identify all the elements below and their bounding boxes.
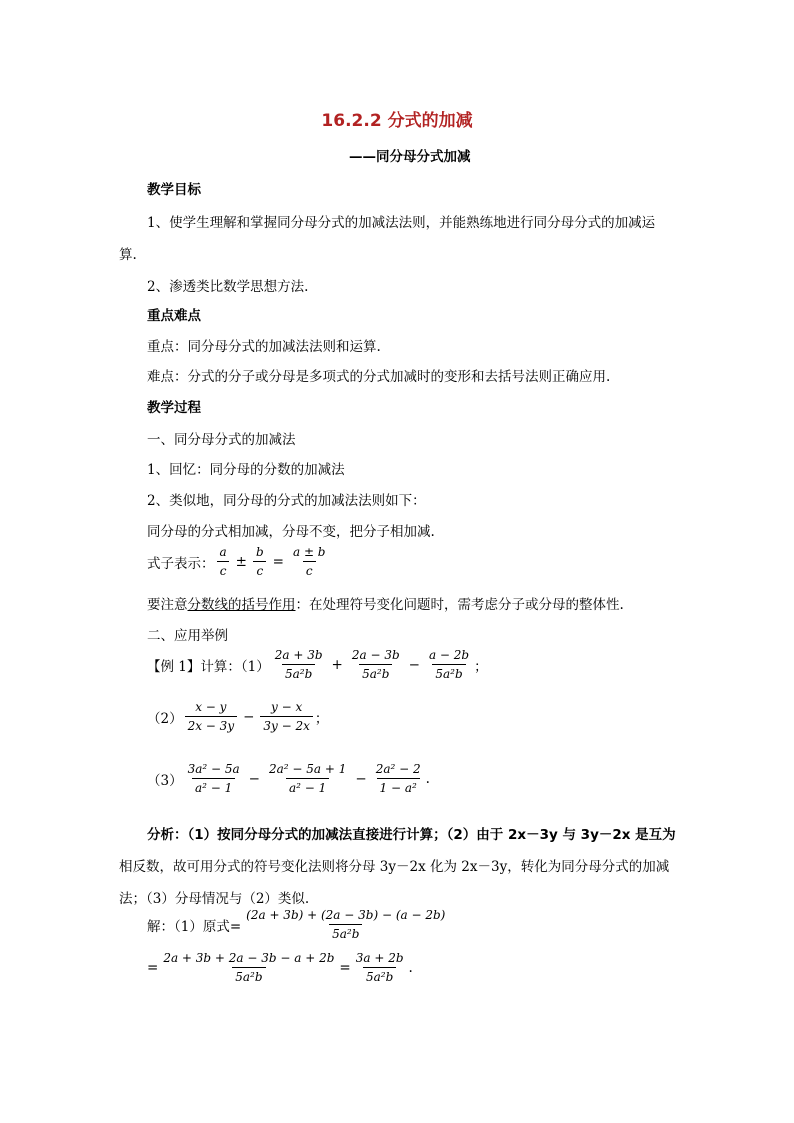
punctuation: .	[425, 770, 430, 787]
analysis-text: 分析：（1）按同分母分式的加减法直接进行计算；（2）由于 2x－3y 与 3y－2x 是互为	[147, 827, 676, 843]
denominator: a² − 1	[286, 778, 329, 795]
operator: −	[243, 708, 255, 725]
punctuation: ；	[474, 658, 488, 675]
operator: =	[339, 959, 351, 976]
example-2-formula	[147, 700, 328, 733]
operator: ±	[235, 553, 247, 570]
analysis-line-2: 相反数，故可用分式的符号变化法则将分母 3y－2x 化为 2x－3y，转化为同分母分式的加减	[119, 859, 670, 875]
numerator: 3a + 2b	[355, 951, 404, 965]
example-1-formula	[147, 648, 488, 681]
denominator: 5a²b	[282, 664, 315, 681]
note-text: ：在处理符号变化问题时，需考虑分子或分母的整体性.	[295, 597, 624, 613]
numerator: (2a + 3b) + (2a − 3b) − (a − 2b)	[246, 908, 446, 922]
denominator: c	[303, 561, 316, 578]
goal-2: 2、渗透类比数学思想方法.	[147, 279, 309, 295]
difficult-point: 难点：分式的分子或分母是多项式的分式加减时的变形和去括号法则正确应用.	[147, 369, 611, 385]
numerator: 3a² − 5a	[187, 762, 240, 776]
fraction	[349, 648, 403, 681]
denominator: 5a²b	[432, 664, 465, 681]
fraction	[266, 762, 349, 795]
heading-process: 教学过程	[147, 400, 201, 416]
fraction	[243, 908, 448, 941]
punctuation: .	[408, 959, 413, 976]
fraction	[185, 762, 243, 795]
numerator: b	[255, 545, 264, 559]
analogy-line: 2、类似地，同分母的分式的加减法法则如下：	[147, 493, 426, 509]
solution-line-2	[147, 951, 413, 984]
note-underlined: 分数线的括号作用	[187, 597, 296, 613]
analysis-line-3: 法；（3）分母情况与（2）类似.	[119, 891, 310, 907]
heading-goals: 教学目标	[147, 182, 201, 198]
document-subtitle: ——同分母分式加减	[349, 149, 471, 165]
numerator: 2a + 3b	[274, 648, 323, 662]
fraction	[217, 545, 230, 578]
denominator: 5a²b	[329, 924, 362, 941]
denominator: 5a²b	[232, 967, 265, 984]
part-2-heading: 二、应用举例	[147, 628, 228, 644]
fraction	[253, 545, 267, 578]
numerator: 2a − 3b	[351, 648, 400, 662]
fraction	[185, 700, 238, 733]
example-3-formula	[147, 762, 430, 795]
fraction	[260, 700, 313, 733]
note-text: 要注意	[147, 597, 188, 613]
fraction	[426, 648, 472, 681]
denominator: 2x − 3y	[185, 716, 238, 733]
numerator: a	[219, 545, 227, 559]
document-title: 16.2.2 分式的加减	[321, 111, 473, 131]
example-label: （3）	[147, 772, 183, 789]
operator: −	[408, 656, 420, 673]
fraction	[272, 648, 326, 681]
part-1-heading: 一、同分母分式的加减法	[147, 432, 296, 448]
solution-line-1	[147, 908, 450, 941]
fraction	[353, 951, 407, 984]
operator: −	[248, 770, 260, 787]
denominator: 5a²b	[359, 664, 392, 681]
note-line	[147, 593, 624, 613]
operator: =	[272, 553, 284, 570]
denominator: c	[217, 561, 230, 578]
goal-1-line-1: 1、使学生理解和掌握同分母分式的加减法法则，并能熟练地进行同分母分式的加减运	[147, 215, 656, 231]
fraction	[290, 545, 329, 578]
numerator: a − 2b	[428, 648, 470, 662]
denominator: 3y − 2x	[260, 716, 313, 733]
rule-line: 同分母的分式相加减，分母不变，把分子相加减.	[147, 524, 435, 540]
goal-1-line-2: 算.	[119, 247, 137, 263]
rule-formula	[147, 545, 331, 578]
denominator: 5a²b	[363, 967, 396, 984]
numerator: x − y	[195, 700, 227, 714]
operator: −	[355, 770, 367, 787]
fraction	[373, 762, 424, 795]
numerator: a ± b	[292, 545, 326, 559]
denominator: a² − 1	[192, 778, 235, 795]
operator: =	[147, 959, 159, 976]
operator: +	[331, 656, 343, 673]
denominator: c	[253, 561, 266, 578]
analysis-line-1	[147, 823, 676, 843]
numerator: 2a + 3b + 2a − 3b − a + 2b	[163, 951, 335, 965]
solution-label: 解：（1）原式=	[147, 918, 242, 935]
key-point: 重点：同分母分式的加减法法则和运算.	[147, 339, 381, 355]
expr-label: 式子表示：	[147, 555, 215, 572]
punctuation: ；	[314, 710, 329, 727]
numerator: 2a² − 2	[375, 762, 421, 776]
numerator: y − x	[271, 700, 303, 714]
recall-line: 1、回忆：同分母的分数的加减法	[147, 462, 345, 478]
denominator: 1 − a²	[377, 778, 420, 795]
fraction	[160, 951, 337, 984]
numerator: 2a² − 5a + 1	[268, 762, 347, 776]
example-label: （2）	[147, 710, 183, 727]
example-label: 【例 1】计算：（1）	[147, 658, 270, 675]
heading-key-points: 重点难点	[147, 308, 201, 324]
